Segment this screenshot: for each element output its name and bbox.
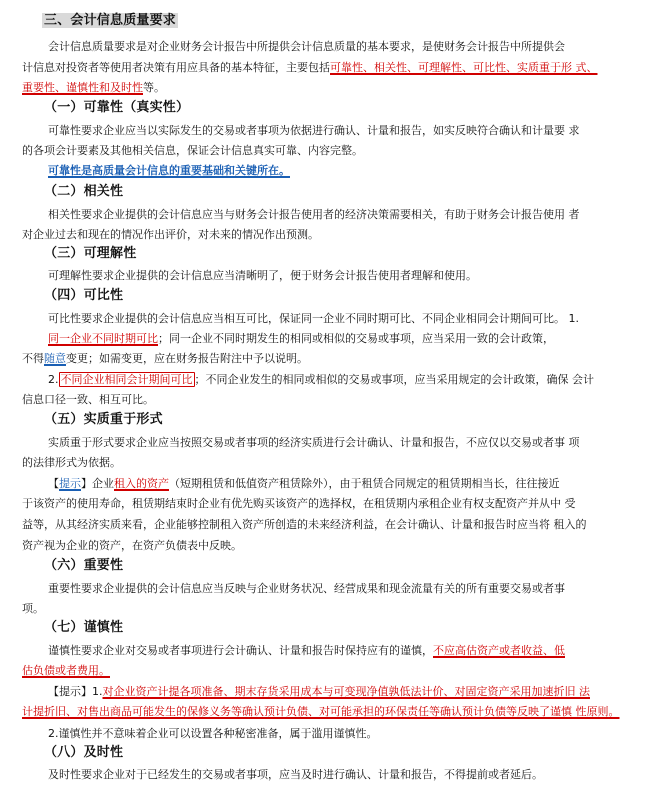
heading-materiality: （六）重要性 [44, 558, 124, 573]
comparability-line-3: 不得随意变更；如需变更，应在财务报告附注中予以说明。 [22, 352, 308, 365]
materiality-line-2: 项。 [22, 602, 44, 615]
substance-line-1: 实质重于形式要求企业应当按照交易或者事项的经济实质进行会计确认、计量和报告，不应仅以交易或者事 项 [48, 436, 580, 449]
intro-line-3: 重要性、谨慎性和及时性等。 [22, 81, 165, 94]
timeliness-line-1: 及时性要求企业对于已经发生的交易或者事项，应当及时进行确认、计量和报告，不得提前或者延后。 [48, 768, 543, 781]
heading-prudence: （七）谨慎性 [44, 620, 124, 635]
quality-list-highlight-cont: 重要性、谨慎性和及时性 [22, 81, 143, 94]
heading-understandability: （三）可理解性 [44, 246, 137, 261]
substance-line-6: 资产视为企业的资产，在资产负债表中反映。 [22, 539, 242, 552]
prudence-line-3: 2.谨慎性并不意味着企业可以设置各种秘密准备，属于滥用谨慎性。 [48, 727, 378, 740]
substance-line-4: 于该资产的使用寿命，租赁期结束时企业有优先购买该资产的选择权，在租赁期内承租企业有权支配资产并从中 受 [22, 497, 576, 510]
heading-comparability: （四）可比性 [44, 288, 124, 303]
comparability-line-2: 同一企业不同时期可比；同一企业不同时期发生的相同或相似的交易或事项，应当采用一致的会计政策， [48, 332, 554, 345]
intro-line-2: 计信息对投资者等使用者决策有用应具备的基本特征，主要包括可靠性、相关性、可理解性、可比性、实质重于形 式、 [22, 61, 598, 74]
reliability-emphasis: 可靠性是高质量会计信息的重要基础和关键所在。 [48, 164, 290, 177]
understandability-line-1: 可理解性要求企业提供的会计信息应当清晰明了，便于财务会计报告使用者理解和使用。 [48, 269, 477, 282]
quality-list-highlight: 可靠性、相关性、可理解性、可比性、实质重于形 式、 [330, 61, 598, 74]
comparability-line-5: 信息口径一致、相互可比。 [22, 393, 154, 406]
heading-timeliness: （八）及时性 [44, 745, 124, 760]
reliability-line-1: 可靠性要求企业应当以实际发生的交易或者事项为依据进行确认、计量和报告，如实反映符合确认和计量要 求 [48, 124, 580, 137]
relevance-line-2: 对企业过去和现在的情况作出评价，对未来的情况作出预测。 [22, 228, 319, 241]
prudence-tip-line-1: 【提示】1.对企业资产计提各项准备、期末存货采用成本与可变现净值孰低法计价、对固定资产采用加速折旧 法 [48, 685, 590, 698]
tip-label: 提示 [59, 477, 81, 490]
comparability-line-4: 2. 不同企业相同会计期间可比 ；不同企业发生的相同或相似的交易或事项，应当采用规定的会计政策，确保 会计 [48, 373, 594, 386]
heading-relevance: （二）相关性 [44, 184, 124, 199]
substance-line-3: 【提示】企业租入的资产（短期租赁和低值资产租赁除外），由于租赁合同规定的租赁期相当长，往往接近 [48, 477, 560, 490]
substance-line-2: 的法律形式为依据。 [22, 456, 121, 469]
heading-substance-over-form: （五）实质重于形式 [44, 412, 163, 427]
comparability-line-1: 可比性要求企业提供的会计信息应当相互可比，保证同一企业不同时期可比、不同企业相同会计期间可比。 1. [48, 312, 579, 325]
intro-line-1: 会计信息质量要求是对企业财务会计报告中所提供会计信息质量的基本要求，是使财务会计报告中所提供会 [48, 40, 565, 53]
substance-line-5: 益等，从其经济实质来看，企业能够控制租入资产所创造的未来经济利益，在会计确认、计量和报告时应当将 租入的 [22, 518, 587, 531]
relevance-line-1: 相关性要求企业提供的会计信息应当与财务会计报告使用者的经济决策需要相关，有助于财务会计报告使用 者 [48, 208, 580, 221]
prudence-line-1: 谨慎性要求企业对交易或者事项进行会计确认、计量和报告时保持应有的谨慎，不应高估资产或者收益、低 [48, 644, 565, 657]
materiality-line-1: 重要性要求企业提供的会计信息应当反映与企业财务状况、经营成果和现金流量有关的所有重要交易或者事 [48, 582, 565, 595]
heading-reliability: （一）可靠性（真实性） [44, 100, 190, 115]
section-title: 三、会计信息质量要求 [44, 13, 177, 28]
prudence-line-2: 估负债或者费用。 [22, 664, 110, 677]
prudence-tip-line-2: 计提折旧、对售出商品可能发生的保修义务等确认预计负债、对可能承担的环保责任等确认预计负债等反映了谨慎 性原则。 [22, 705, 620, 718]
reliability-line-2: 的各项会计要素及其他相关信息，保证会计信息真实可靠、内容完整。 [22, 144, 363, 157]
